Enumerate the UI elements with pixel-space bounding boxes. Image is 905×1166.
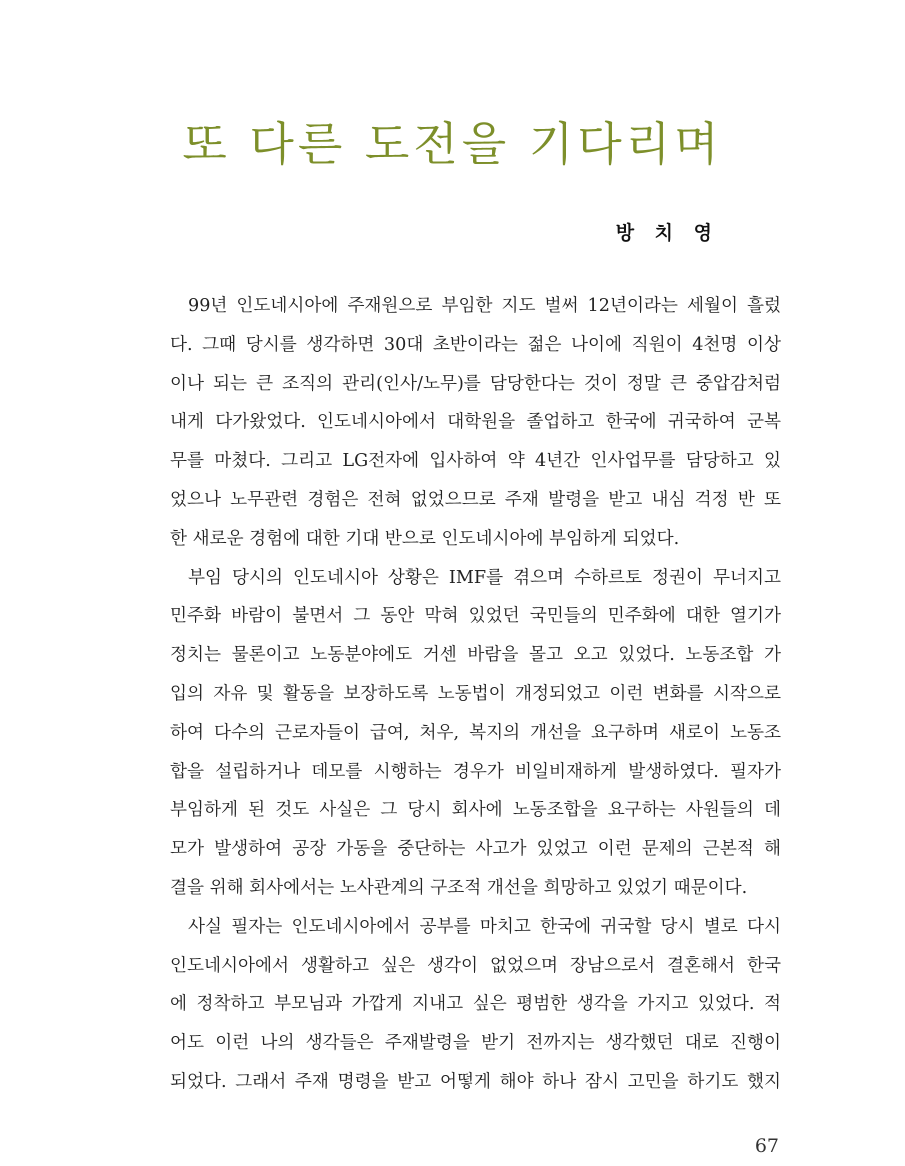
author-name: 방 치 영 (615, 222, 719, 244)
body-line: 민주화 바람이 불면서 그 동안 막혀 있었던 국민들의 민주화에 대한 열기가 (170, 606, 781, 627)
body-line: 인도네시아에서 생활하고 싶은 생각이 없었으며 장남으로서 결혼해서 한국 (170, 955, 781, 976)
body-line: 하여 다수의 근로자들이 급여, 처우, 복지의 개선을 요구하며 새로이 노동조 (170, 722, 781, 743)
page-title: 또 다른 도전을 기다리며 (182, 117, 723, 171)
body-line: 내게 다가왔었다. 인도네시아에서 대학원을 졸업하고 한국에 귀국하여 군복 (170, 412, 781, 433)
body-line: 한 새로운 경험에 대한 기대 반으로 인도네시아에 부임하게 되었다. (170, 528, 680, 549)
body-line: 입의 자유 및 활동을 보장하도록 노동법이 개정되었고 이런 변화를 시작으로 (170, 683, 781, 704)
body-line: 되었다. 그래서 주재 명령을 받고 어떻게 해야 하나 잠시 고민을 하기도 했지 (170, 1071, 781, 1092)
body-line: 부임하게 된 것도 사실은 그 당시 회사에 노동조합을 요구하는 사원들의 데 (170, 800, 781, 821)
body-line: 모가 발생하여 공장 가동을 중단하는 사고가 있었고 이런 문제의 근본적 해 (170, 839, 781, 860)
body-line: 결을 위해 회사에서는 노사관계의 구조적 개선을 희망하고 있었기 때문이다. (170, 877, 748, 898)
body-line: 정치는 물론이고 노동분야에도 거센 바람을 몰고 오고 있었다. 노동조합 가 (170, 645, 781, 666)
body-line: 었으나 노무관련 경험은 전혀 없었으므로 주재 발령을 받고 내심 걱정 반 또 (170, 489, 781, 510)
body-line: 99년 인도네시아에 주재원으로 부임한 지도 벌써 12년이라는 세월이 흘렀 (188, 296, 781, 316)
body-text (170, 287, 781, 1102)
body-line: 어도 이런 나의 생각들은 주재발령을 받기 전까지는 생각했던 대로 진행이 (170, 1033, 781, 1054)
body-line: 무를 마쳤다. 그리고 LG전자에 입사하여 약 4년간 인사업무를 담당하고 있 (170, 451, 781, 472)
body-line: 합을 설립하거나 데모를 시행하는 경우가 비일비재하게 발생하였다. 필자가 (170, 761, 781, 782)
body-line: 사실 필자는 인도네시아에서 공부를 마치고 한국에 귀국할 당시 별로 다시 (188, 916, 781, 937)
page-number: 67 (754, 1135, 779, 1157)
body-line: 에 정착하고 부모님과 가깝게 지내고 싶은 평범한 생각을 가지고 있었다. 적 (170, 994, 781, 1015)
body-line: 부임 당시의 인도네시아 상황은 IMF를 겪으며 수하르토 정권이 무너지고 (188, 567, 781, 588)
body-line: 다. 그때 당시를 생각하면 30대 초반이라는 젊은 나이에 직원이 4천명 이상 (170, 334, 781, 355)
body-line: 이나 되는 큰 조직의 관리(인사/노무)를 담당한다는 것이 정말 큰 중압감처럼 (170, 373, 781, 394)
